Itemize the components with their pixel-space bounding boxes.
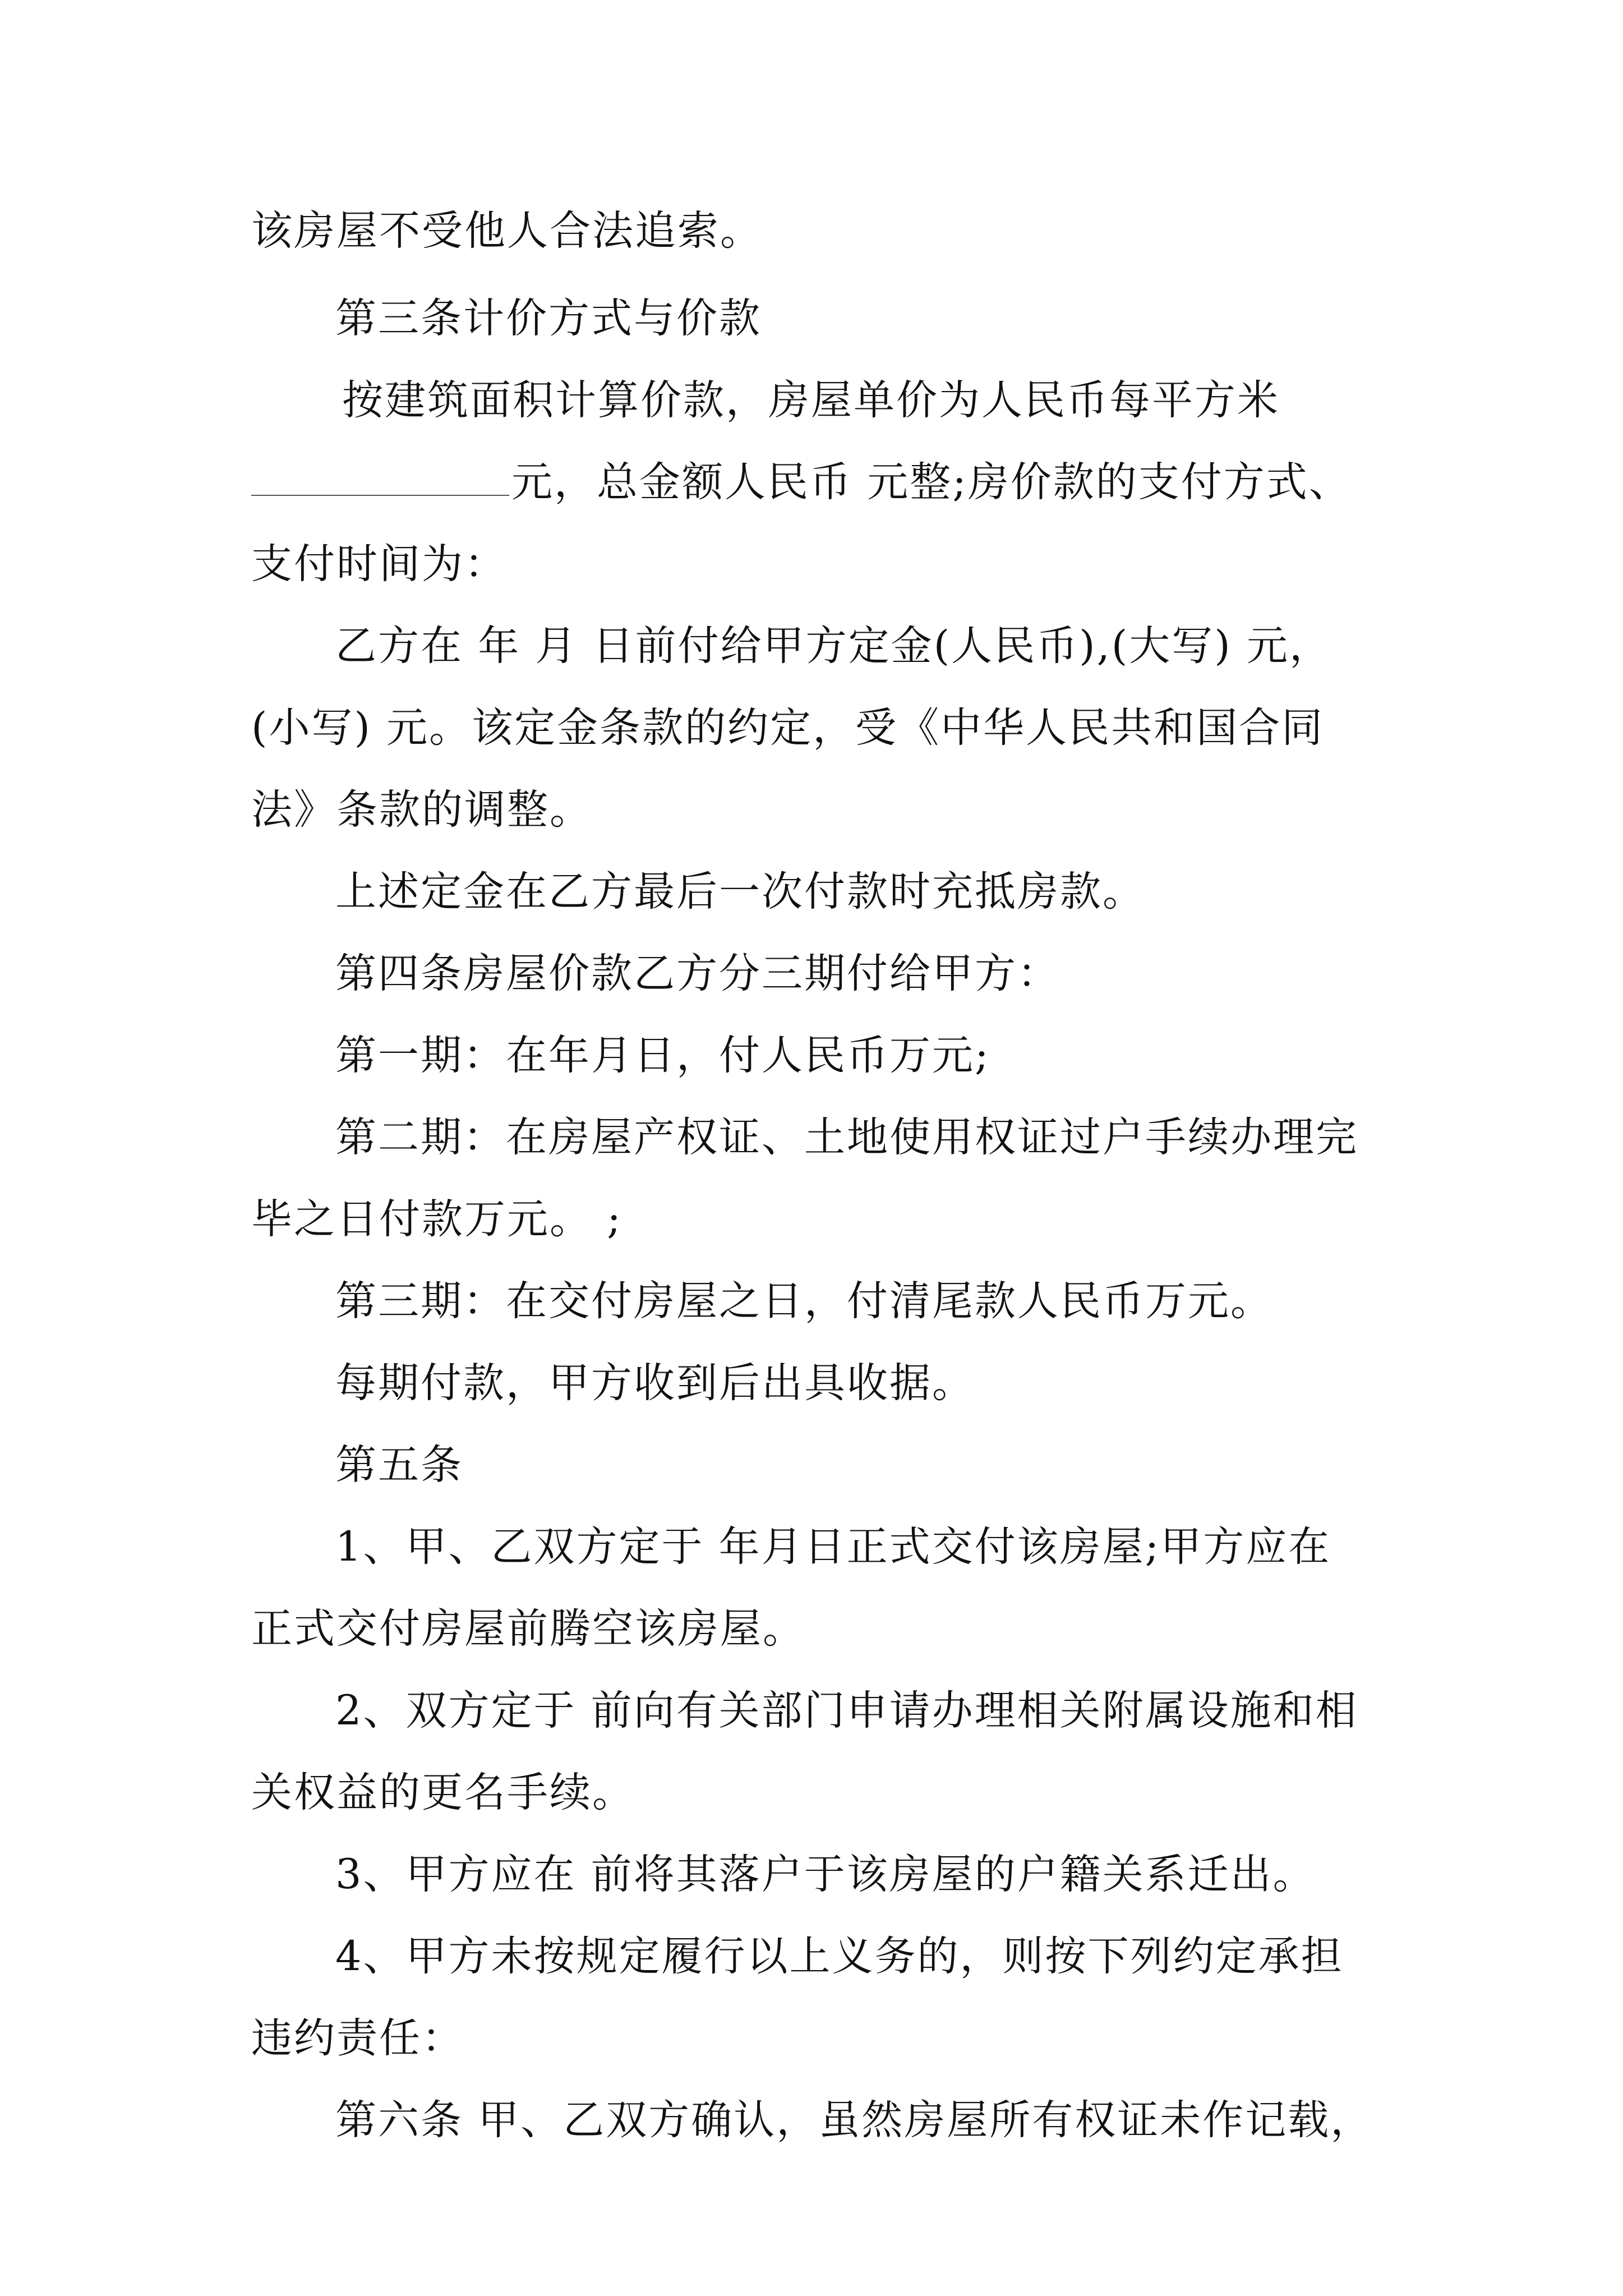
section-heading-article-3: 第三条计价方式与价款 — [335, 295, 762, 342]
text-line-20: 关权益的更名手续。 — [251, 1769, 635, 1816]
section-heading-article-4: 第四条房屋价款乙方分三期付给甲方： — [335, 950, 1060, 997]
text-line-11: 第一期：在年月日，付人民币万元; — [335, 1032, 990, 1079]
text-line-9: 上述定金在乙方最后一次付款时充抵房款。 — [335, 868, 1145, 915]
text-line-7: (小写) 元。该定金条款的约定，受《中华人民共和国合同 — [251, 704, 1325, 752]
text-line-3: 按建筑面积计算价款，房屋单价为人民币每平方米 — [342, 376, 1280, 424]
text-line-8: 法》条款的调整。 — [251, 786, 592, 834]
text-line-24: 第六条 甲、乙双方确认，虽然房屋所有权证未作记载， — [335, 2096, 1373, 2144]
text-line-14: 第三期：在交付房屋之日，付清尾款人民币万元。 — [335, 1277, 1273, 1325]
fill-in-blank — [251, 454, 509, 496]
text-line-19: 2、双方定于 前向有关部门申请办理相关附属设施和相 — [335, 1687, 1358, 1734]
text-line-23: 违约责任： — [251, 2014, 464, 2062]
text-line-4 — [251, 454, 1395, 510]
text-line-21: 3、甲方应在 前将其落户于该房屋的户籍关系迁出。 — [335, 1851, 1316, 1898]
text-line-15: 每期付款，甲方收到后出具收据。 — [335, 1359, 975, 1407]
text-line-22: 4、甲方未按规定履行以上义务的，则按下列约定承担 — [335, 1932, 1344, 1980]
text-line-6: 乙方在 年 月 日前付给甲方定金(人民币),(大写) 元， — [335, 622, 1332, 670]
text-line-17: 1、甲、乙双方定于 年月日正式交付该房屋;甲方应在 — [335, 1523, 1331, 1571]
section-heading-article-5: 第五条 — [335, 1441, 463, 1489]
text-line-18: 正式交付房屋前腾空该房屋。 — [251, 1605, 805, 1653]
text-line-1: 该房屋不受他人合法追索。 — [251, 207, 763, 255]
text-line-13: 毕之日付款万元。 ; — [251, 1195, 623, 1243]
text-line-4-content: 元，总金额人民币 元整;房价款的支付方式、 — [511, 458, 1352, 506]
text-line-5: 支付时间为： — [251, 540, 507, 588]
text-line-12: 第二期：在房屋产权证、土地使用权证过户手续办理完 — [335, 1114, 1358, 1161]
